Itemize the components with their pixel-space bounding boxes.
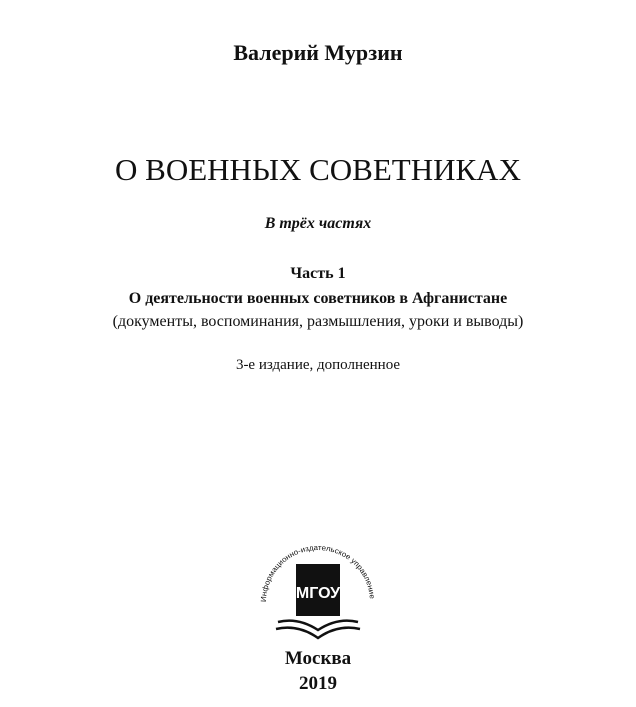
year: 2019 — [299, 673, 337, 694]
publisher-logo — [253, 538, 383, 643]
logo-ring-text: Информационно-издательское управление — [258, 542, 377, 603]
edition: 3-е издание, дополненное — [235, 357, 401, 373]
city: Москва — [284, 648, 352, 669]
part-description: (документы, воспоминания, размышления, уроки и выводы) — [112, 313, 524, 330]
part-number: Часть 1 — [290, 265, 346, 282]
author: Валерий Мурзин — [233, 40, 403, 65]
logo-text: МГОУ — [295, 585, 341, 602]
part-title: О деятельности военных советников в Афганистане — [128, 290, 508, 307]
book-title: О ВОЕННЫХ СОВЕТНИКАХ — [115, 152, 521, 187]
subtitle: В трёх частях — [264, 215, 372, 232]
